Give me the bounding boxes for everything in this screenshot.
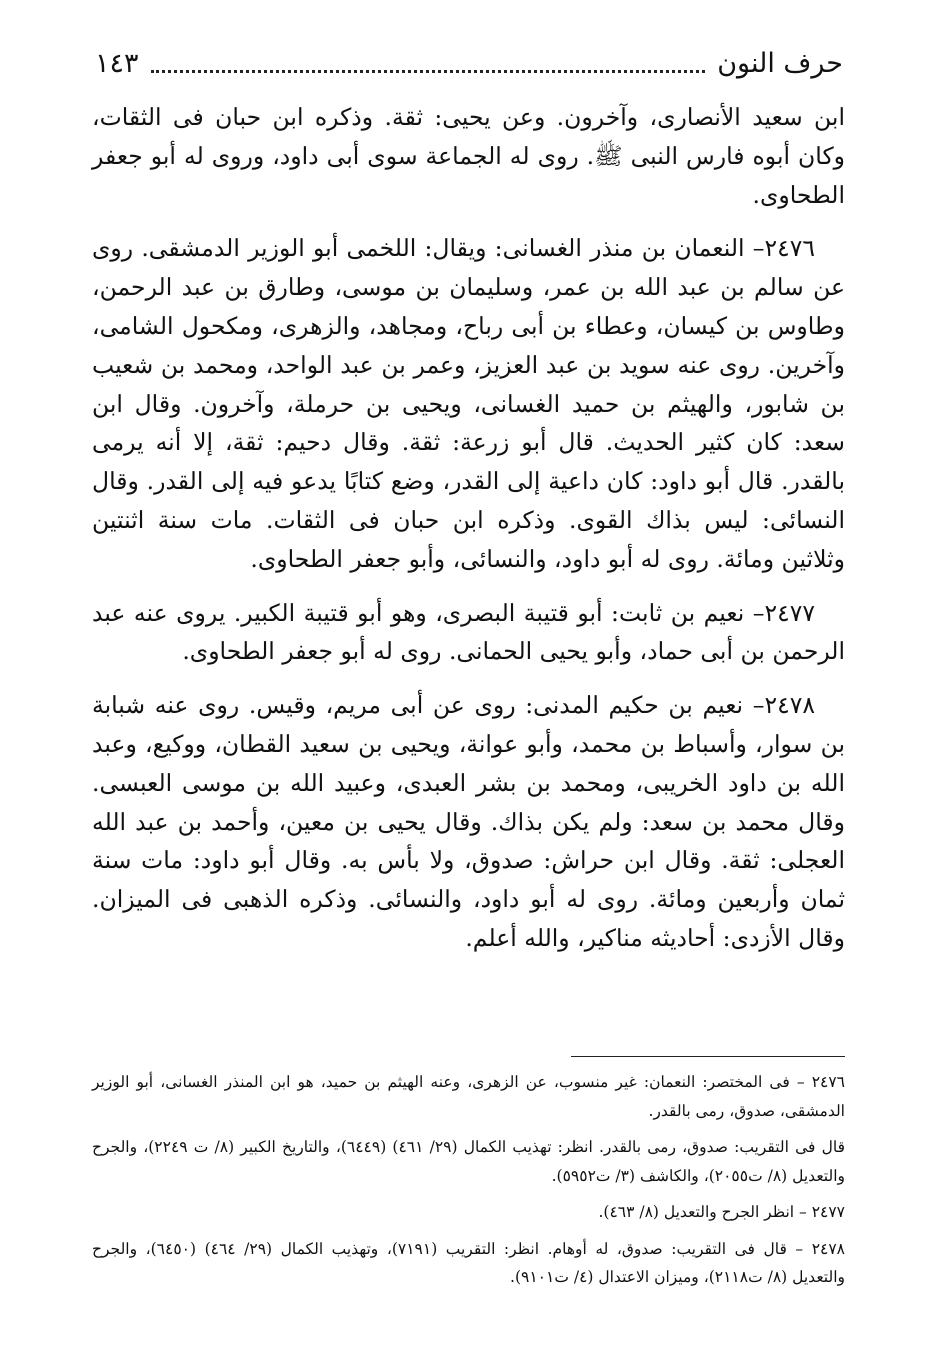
- chapter-title: حرف النون: [717, 47, 843, 79]
- footnote-2476-a: ٢٤٧٦ – فى المختصر: النعمان: غير منسوب، عن الزهرى، وعنه الهيثم بن حميد، هو ابن المنذر الغسانى، أبو الوزير الدمشقى، صدوق، رمى بالقدر.: [92, 1073, 845, 1120]
- entry-2476: ٢٤٧٦– النعمان بن منذر الغسانى: ويقال: اللخمى أبو الوزير الدمشقى. روى عن سالم بن عبد الله بن عمر، وسليمان بن موسى، وطارق بن عبد الرحمن، وطاوس بن كيسان، وعطاء بن أبى رباح، ومجاهد، والزهرى، ومكحول الشامى، وآخرين. روى عنه سويد بن عبد العزيز، وعمر بن عبد الواحد، ومحمد بن شعيب بن شابور، والهيثم بن حميد الغسانى، ويحيى بن حرملة، وآخرون. وقال ابن سعد: كان كثير الحديث. قال أبو زرعة: ثقة. وقال دحيم: ثقة، إلا أنه يرمى بالقدر. قال أبو داود: كان داعية إلى القدر، وضع كتابًا يدعو فيه إلى القدر. وقال النسائى: ليس بذاك القوى. وذكره ابن حبان فى الثقات. مات سنة اثنتين وثلاثين ومائة. روى له أبو داود، والنسائى، وأبو جعفر الطحاوى.: [92, 234, 845, 573]
- footnotes: [92, 1068, 845, 1300]
- footnote-2478: ٢٤٧٨ – قال فى التقريب: صدوق، له أوهام. انظر: التقريب (٧١٩١)، وتهذيب الكمال (٢٩/ ٤٦٤) (٦٤٥٠)، والجرح والتعديل (٨/ ت٢١١٨)، وميزان الاعتدال (٤/ ت٩١٠١).: [92, 1239, 845, 1286]
- main-text: [92, 98, 845, 973]
- footnote-2477: ٢٤٧٧ – انظر الجرح والتعديل (٨/ ٤٦٣).: [598, 1203, 845, 1221]
- running-header: [95, 38, 843, 88]
- header-dot-leader: [151, 70, 706, 73]
- page-number: ١٤٣: [95, 47, 139, 79]
- footnote-2476-b: قال فى التقريب: صدوق، رمى بالقدر. انظر: تهذيب الكمال (٢٩/ ٤٦١) (٦٤٤٩)، والتاريخ الكبير (٨/ ت ٢٢٤٩)، والجرح والتعديل (٨/ ت٢٠٥٥)، والكاشف (٣/ ت٥٩٥٢).: [92, 1138, 845, 1185]
- entry-2478: ٢٤٧٨– نعيم بن حكيم المدنى: روى عن أبى مريم، وقيس. روى عنه شبابة بن سوار، وأسباط بن محمد، وأبو عوانة، ويحيى بن سعيد القطان، ووكيع، وعبد الله بن داود الخريبى، ومحمد بن بشر العبدى، وعبيد الله بن موسى العبسى. وقال محمد بن سعد: ولم يكن بذاك. وقال يحيى بن معين، وأحمد بن عبد الله العجلى: ثقة. وقال ابن حراش: صدوق، ولا بأس به. وقال أبو داود: مات سنة ثمان وأربعين ومائة. روى له أبو داود، والنسائى. وذكره الذهبى فى الميزان. وقال الأزدى: أحاديثه مناكير، والله أعلم.: [92, 691, 845, 952]
- footnote-separator: [571, 1056, 845, 1057]
- entry-2477: ٢٤٧٧– نعيم بن ثابت: أبو قتيبة البصرى، وهو أبو قتيبة الكبير. يروى عنه عبد الرحمن بن أبى حماد، وأبو يحيى الحمانى. روى له أبو جعفر الطحاوى.: [92, 598, 845, 666]
- paragraph-continuation: ابن سعيد الأنصارى، وآخرون. وعن يحيى: ثقة. وذكره ابن حبان فى الثقات، وكان أبوه فارس النبى ﷺ. روى له الجماعة سوى أبى داود، وروى له أبو جعفر الطحاوى.: [92, 103, 845, 209]
